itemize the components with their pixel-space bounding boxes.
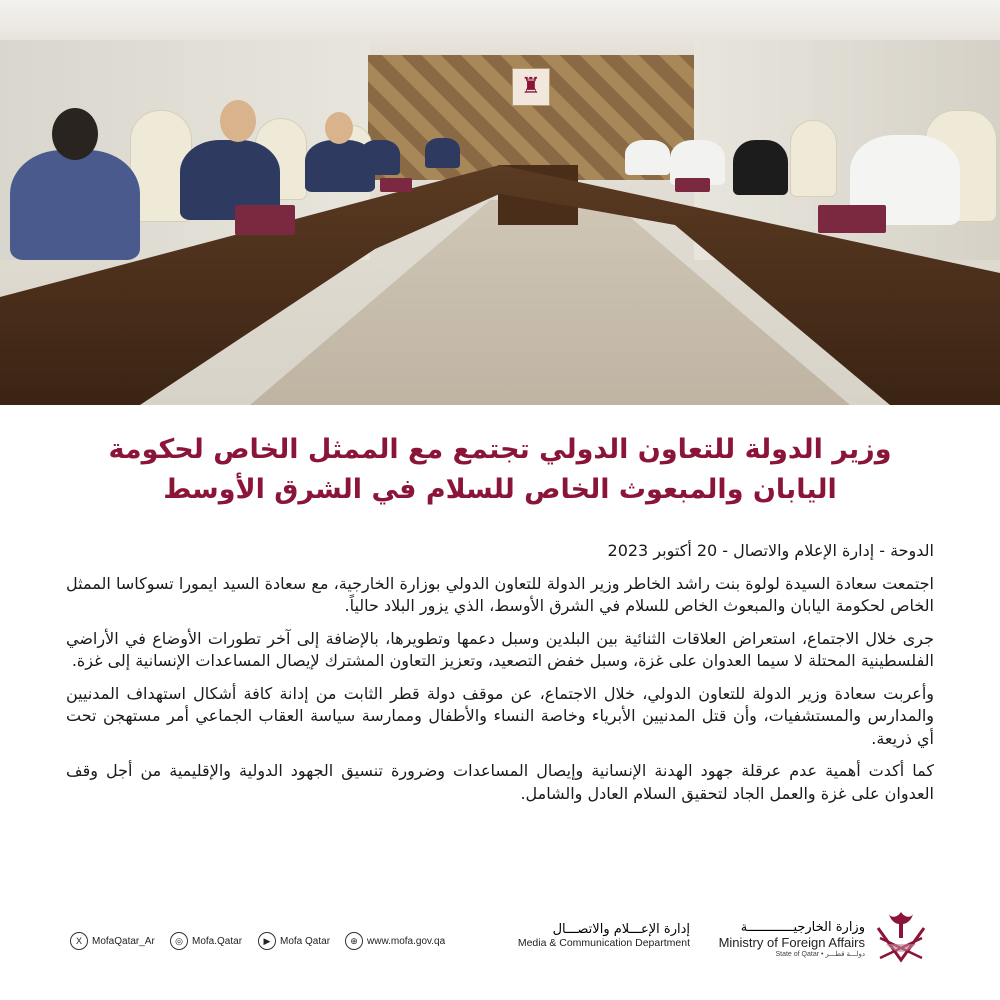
x-icon: X: [70, 932, 88, 950]
social-x[interactable]: [70, 932, 155, 950]
globe-icon: ⊕: [345, 932, 363, 950]
ministry-logo: [705, 920, 865, 958]
name-card: [675, 178, 710, 192]
paragraph: وأعربت سعادة وزير الدولة للتعاون الدولي، خلال الاجتماع، عن موقف دولة قطر الثابت من إدانة كافة أشكال استهداف المدنيين والمدارس والمستشفيات، وأن قتل المدنيين الأبرياء وخاصة النساء والأطفال وممارسة سياسة العقاب الجماعي أمر مستهجن تحت أي ذريعة.: [66, 683, 934, 748]
website-link[interactable]: [345, 932, 445, 950]
ministry-en: Ministry of Foreign Affairs: [718, 935, 865, 950]
person: [425, 138, 460, 168]
headline-line-1: وزير الدولة للتعاون الدولي تجتمع مع الممثل الخاص لحكومة: [108, 434, 892, 465]
chair: [790, 120, 837, 197]
person: [10, 150, 140, 260]
social-label: MofaQatar_Ar: [92, 935, 155, 947]
person: [733, 140, 788, 195]
department-en: Media & Communication Department: [517, 937, 690, 949]
headline-line-2: اليابان والمبعوث الخاص للسلام في الشرق الأوسط: [163, 474, 837, 505]
media-department-logo: [485, 922, 690, 949]
ministry-sub: State of Qatar • دولـــة قطـــر: [775, 951, 865, 958]
social-instagram[interactable]: [170, 932, 242, 950]
youtube-icon: ▶: [258, 932, 276, 950]
article-body: [66, 540, 934, 815]
ministry-ar: وزارة الخارجيــــــــــــة: [740, 920, 865, 935]
person: [625, 140, 670, 175]
meeting-photo: [0, 0, 1000, 405]
qatar-emblem-on-wall: ♜: [512, 68, 550, 106]
instagram-icon: ◎: [170, 932, 188, 950]
headline: [60, 430, 940, 510]
social-youtube[interactable]: [258, 932, 330, 950]
name-card: [380, 178, 412, 192]
paragraph: اجتمعت سعادة السيدة لولوة بنت راشد الخاطر وزير الدولة للتعاون الدولي بوزارة الخارجية، مع سعادة السيد ايمورا تسوكاسا الممثل الخاص لحكومة اليابان والمبعوث الخاص للسلام في الشرق الأوسط، الذي يزور البلاد حالياً.: [66, 573, 934, 615]
person-head: [220, 100, 256, 142]
person-head: [52, 108, 98, 160]
footer: [0, 900, 1000, 1000]
social-label: www.mofa.gov.qa: [367, 935, 446, 947]
paragraph: جرى خلال الاجتماع، استعراض العلاقات الثنائية بين البلدين وسبل دعمها وتطويرها، بالإضافة إلى آخر تطورات الأوضاع في الأراضي الفلسطينية المحتلة لا سيما العدوان على غزة، وسبل خفض التصعيد، وتعزيز التعاون المشترك لإيصال المساعدات الإنسانية إلى غزة.: [66, 628, 934, 670]
person-head: [325, 112, 353, 144]
department-ar: إدارة الإعـــلام والاتصـــال: [552, 922, 690, 937]
name-card: [235, 205, 295, 235]
paragraph: كما أكدت أهمية عدم عرقلة جهود الهدنة الإنسانية وإيصال المساعدات وضرورة تنسيق الجهود الدولية والإقليمية من أجل وقف العدوان على غزة والعمل الجاد لتحقيق السلام العادل والشامل.: [66, 761, 934, 803]
dateline: الدوحة - إدارة الإعلام والاتصال - 20 أكتوبر 2023: [607, 541, 934, 560]
name-card: [818, 205, 886, 233]
qatar-emblem-icon: [870, 908, 932, 970]
social-label: Mofa.Qatar: [192, 935, 243, 947]
person: [360, 140, 400, 175]
social-label: Mofa Qatar: [280, 935, 331, 947]
